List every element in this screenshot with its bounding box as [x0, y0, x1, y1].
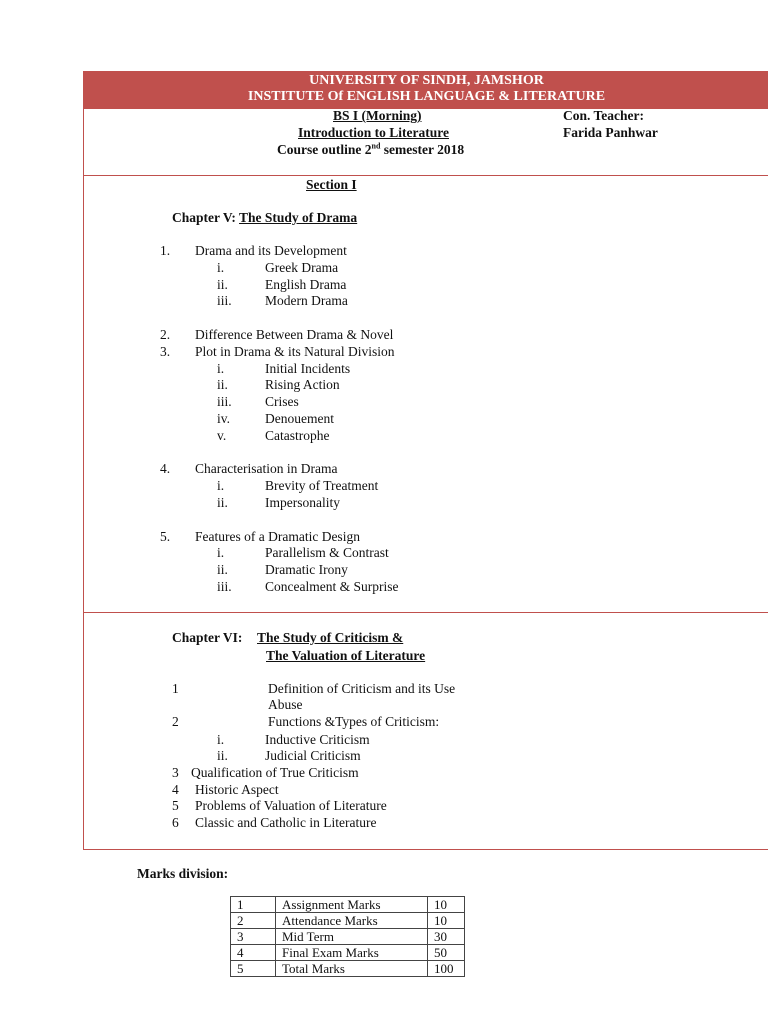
chapter5-heading [172, 210, 357, 226]
ch5-item-text: Difference Between Drama & Novel [195, 327, 394, 342]
ch5-sub-text: Impersonality [265, 495, 340, 510]
ch5-sub-num: ii. [217, 495, 228, 510]
divider-chapters [84, 612, 768, 613]
ch5-sub-text: Rising Action [265, 377, 340, 393]
chapter5-label: Chapter V: [172, 210, 236, 225]
chapter6-title-line1: The Study of Criticism & [257, 630, 404, 645]
marks-value-cell: 10 [428, 897, 465, 913]
ch6-item-num: 4 [172, 782, 179, 797]
ch5-item-text: Features of a Dramatic Design [195, 528, 360, 544]
program-label: BS I (Morning) [333, 108, 422, 123]
ch5-item-text: Plot in Drama & its Natural Division [195, 343, 395, 359]
ch5-sub-num: iii. [217, 394, 232, 410]
ch5-sub-text: Initial Incidents [265, 360, 351, 376]
ch5-item-num: 4. [160, 461, 171, 477]
divider-header [84, 175, 768, 176]
ch5-sub-num: ii. [217, 562, 228, 578]
ch5-item-num: 5. [160, 528, 171, 544]
marks-heading: Marks division: [137, 866, 229, 881]
ch6-item-num: 5 [172, 798, 179, 813]
ch6-item-text: Definition of Criticism and its Use [268, 681, 456, 696]
marks-value-cell: 30 [428, 929, 465, 945]
ch6-sub-text: Inductive Criticism [265, 732, 370, 747]
ch5-sub-num: iv. [217, 411, 230, 426]
marks-index-cell: 4 [231, 945, 276, 961]
marks-row [231, 897, 465, 913]
ch5-item-num: 3. [160, 343, 171, 359]
marks-label-cell: Mid Term [276, 929, 428, 945]
ch6-sub-num: i. [217, 732, 225, 747]
ch6-item-num: 2 [172, 714, 179, 729]
marks-value-cell: 50 [428, 945, 465, 961]
marks-value-cell: 100 [428, 961, 465, 977]
ch6-item-text: Qualification of True Criticism [191, 765, 359, 780]
course-outline-line: Course outline 2nd semester 2018 [277, 141, 465, 157]
ch5-item-text: Drama and its Development [195, 243, 347, 258]
course-title: Introduction to Literature [298, 125, 449, 140]
ch5-sub-num: i. [217, 259, 225, 275]
marks-label-cell: Final Exam Marks [276, 945, 428, 961]
ch5-item-num: 1. [160, 243, 171, 258]
marks-index-cell: 2 [231, 913, 276, 929]
marks-row [231, 929, 465, 945]
marks-row [231, 961, 465, 977]
ch5-sub-num: i. [217, 360, 225, 376]
ch5-item-text: Characterisation in Drama [195, 461, 338, 477]
ch5-sub-text: Brevity of Treatment [265, 478, 379, 494]
ch5-sub-text: English Drama [265, 276, 347, 292]
ch6-item-num: 3 [172, 765, 179, 780]
course-outline-frame [83, 71, 768, 850]
marks-label-cell: Assignment Marks [276, 897, 428, 913]
marks-label-cell: Attendance Marks [276, 913, 428, 929]
ch6-item-num: 1 [172, 681, 179, 696]
ch5-sub-num: iii. [217, 579, 232, 594]
ch6-item-text-cont: Abuse [268, 697, 303, 712]
chapter5-title: The Study of Drama [239, 210, 358, 225]
marks-value-cell: 10 [428, 913, 465, 929]
ch5-item-num: 2. [160, 327, 171, 342]
ch6-item-text: Problems of Valuation of Literature [195, 798, 387, 813]
ch6-item-text: Classic and Catholic in Literature [195, 815, 377, 830]
ch5-sub-num: iii. [217, 293, 232, 309]
ch5-sub-text: Greek Drama [265, 259, 339, 275]
ch6-item-num: 6 [172, 815, 179, 830]
ch5-sub-text: Catastrophe [265, 427, 330, 443]
marks-index-cell: 5 [231, 961, 276, 977]
ch5-sub-num: ii. [217, 276, 228, 292]
university-title: UNIVERSITY OF SINDH, JAMSHOR [309, 73, 544, 88]
ch5-sub-text: Parallelism & Contrast [265, 545, 389, 561]
header-band [84, 71, 768, 109]
ch5-sub-text: Crises [265, 394, 299, 410]
marks-row [231, 913, 465, 929]
chapter6-label: Chapter VI: [172, 630, 243, 645]
ch5-sub-num: v. [217, 427, 227, 443]
ch5-sub-text: Concealment & Surprise [265, 579, 399, 594]
ch5-sub-text: Denouement [265, 411, 334, 426]
chapter6-title-line2: The Valuation of Literature [266, 648, 426, 663]
marks-index-cell: 3 [231, 929, 276, 945]
ch5-sub-text: Modern Drama [265, 293, 348, 309]
ch5-sub-num: i. [217, 478, 225, 494]
ch5-sub-text: Dramatic Irony [265, 562, 348, 578]
teacher-name: Farida Panhwar [563, 125, 658, 140]
ch5-sub-num: i. [217, 545, 225, 561]
section-title: Section I [306, 177, 357, 192]
marks-table [230, 896, 465, 977]
marks-label-cell: Total Marks [276, 961, 428, 977]
marks-row [231, 945, 465, 961]
teacher-label: Con. Teacher: [563, 108, 644, 123]
ch6-item-text: Functions &Types of Criticism: [268, 714, 440, 729]
ch6-sub-num: ii. [217, 748, 228, 763]
marks-index-cell: 1 [231, 897, 276, 913]
ch5-sub-num: ii. [217, 377, 228, 393]
institute-title: INSTITUTE Of ENGLISH LANGUAGE & LITERATURE [247, 89, 606, 104]
ch6-sub-text: Judicial Criticism [265, 748, 361, 763]
ch6-item-text: Historic Aspect [195, 782, 279, 797]
